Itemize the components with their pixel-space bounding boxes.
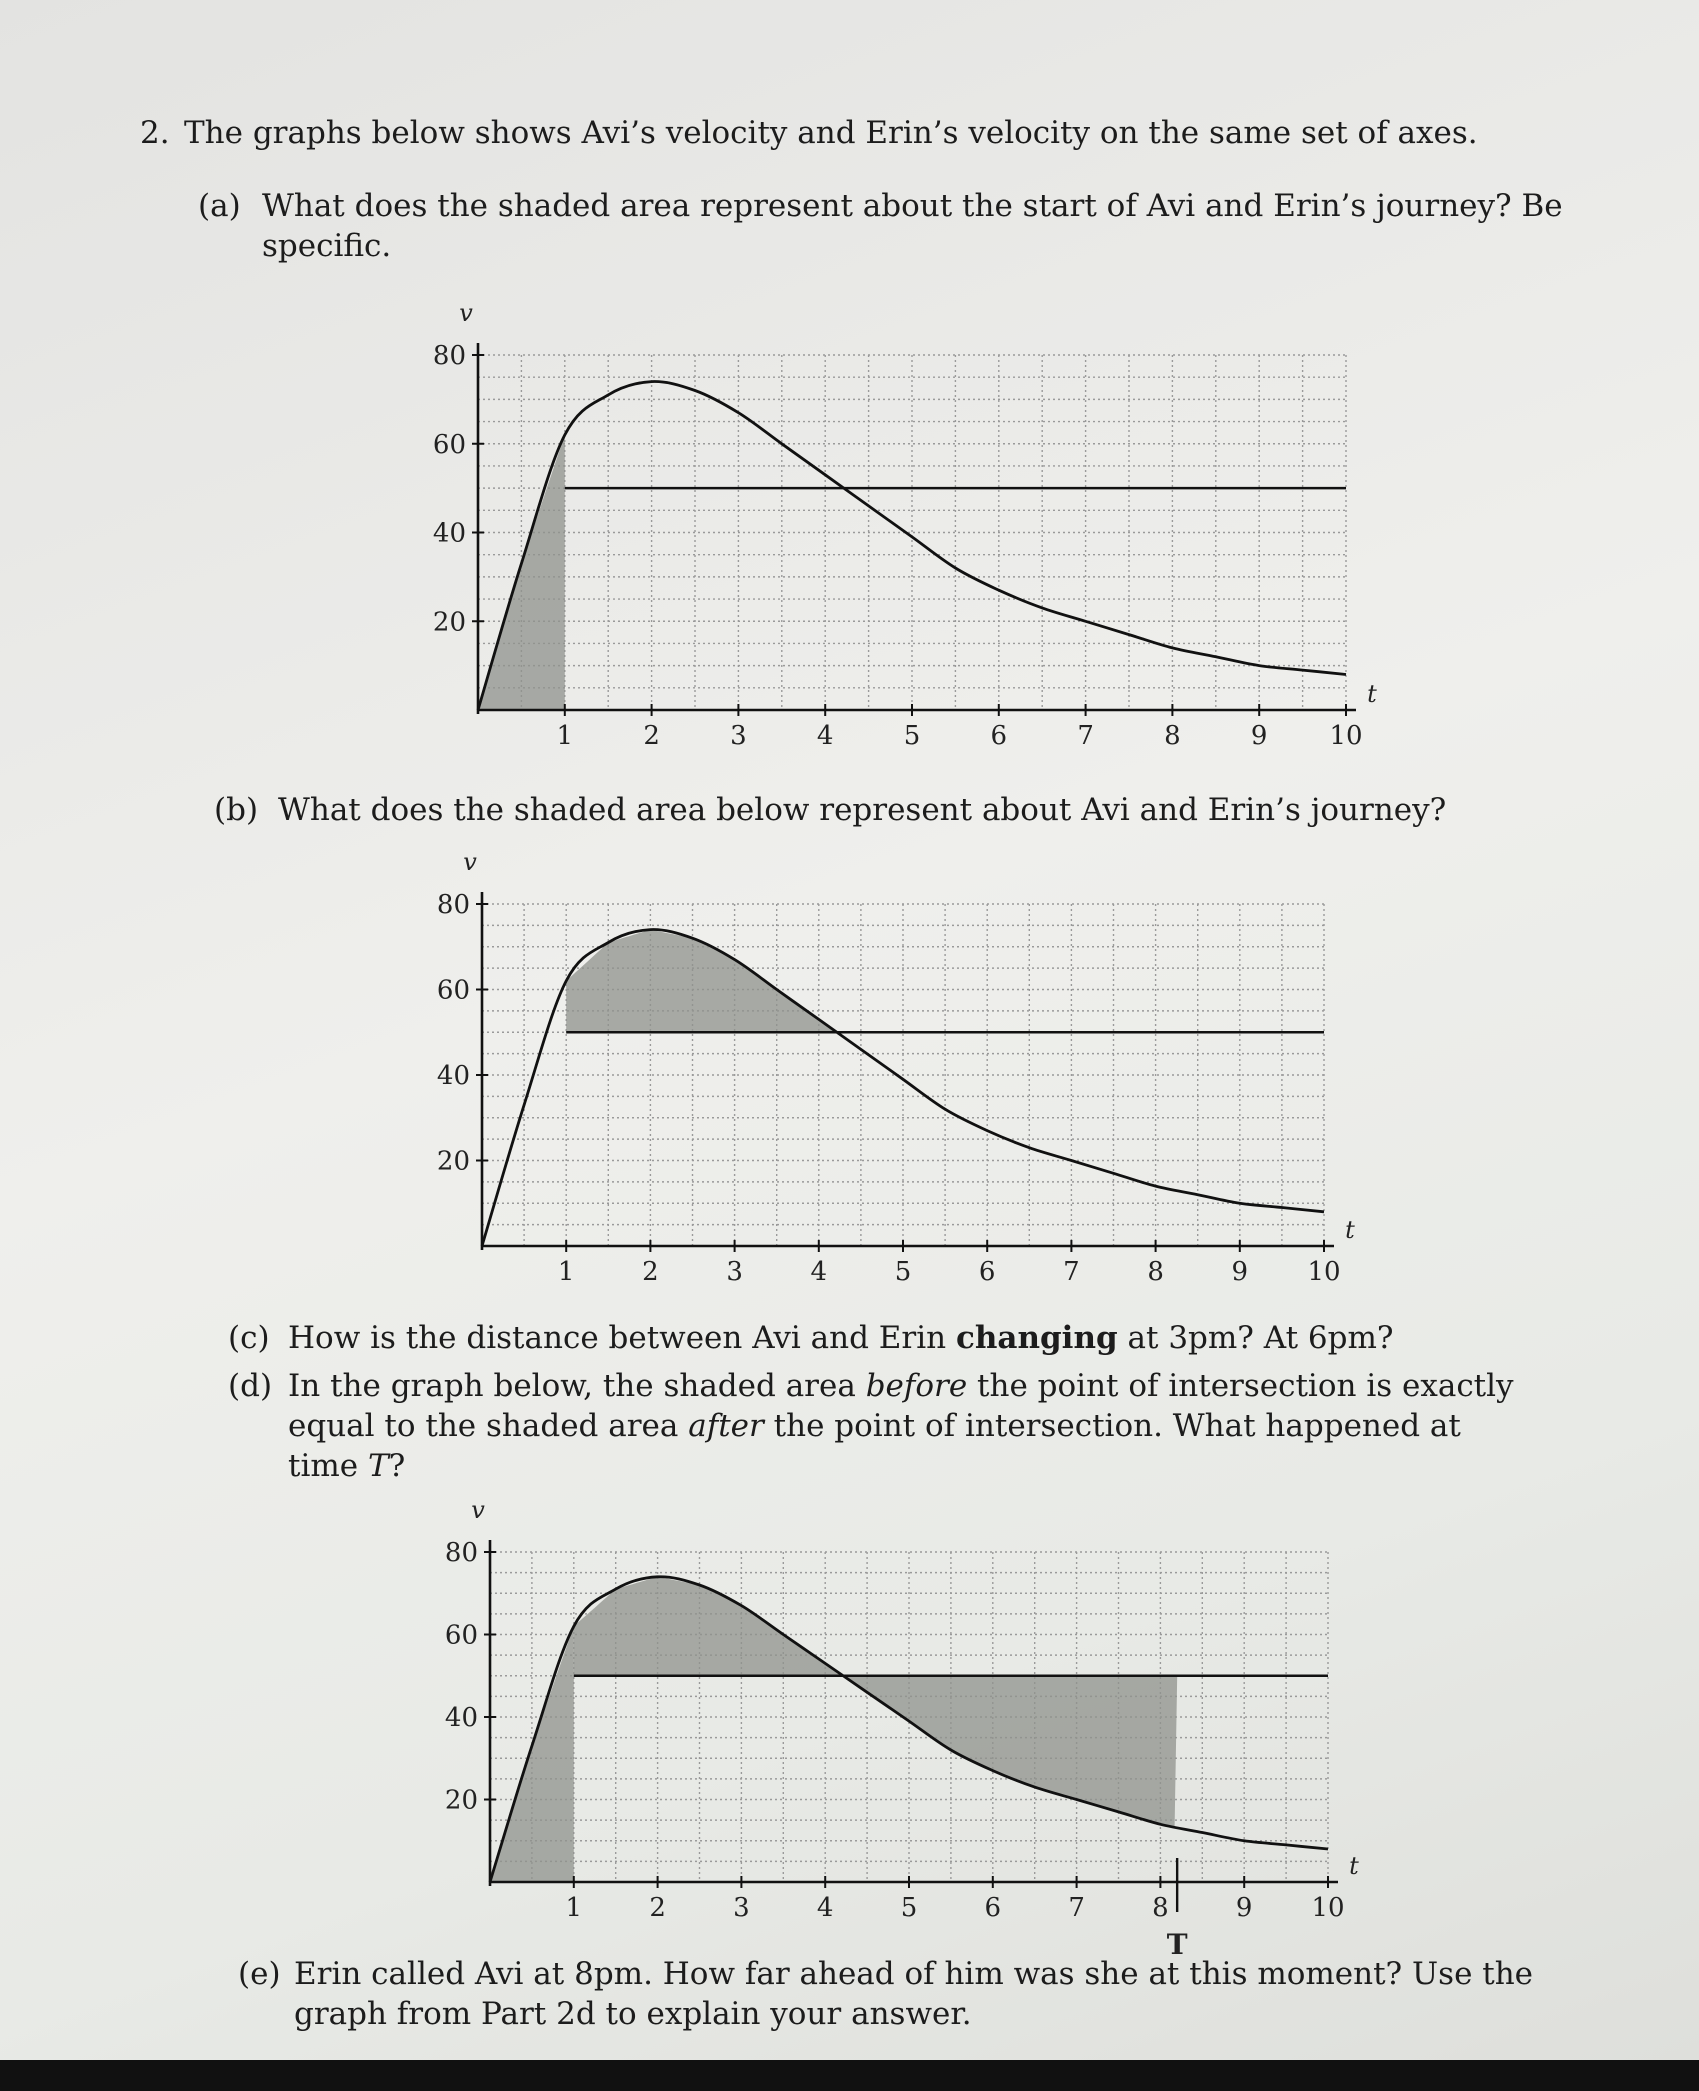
y-tick-label: 40	[436, 1061, 470, 1091]
part-c-label: (c)	[228, 1320, 270, 1356]
part-d-before-word: before	[865, 1368, 968, 1404]
y-axis-label: v	[459, 299, 473, 327]
x-tick-label: 4	[810, 1257, 828, 1287]
x-tick-label: 9	[1231, 1257, 1249, 1287]
x-tick-label: 7	[1068, 1893, 1085, 1923]
part-d-after-word: after	[688, 1408, 764, 1444]
part-d-text-1: In the graph below, the shaded area	[288, 1368, 866, 1404]
x-tick-label: 7	[1063, 1257, 1080, 1287]
part-a-text: What does the shaded area represent about the start of Avi and Erin’s journey? Be specific.	[262, 188, 1563, 264]
part-d-T: T	[367, 1448, 389, 1484]
y-tick-label: 40	[432, 518, 466, 549]
x-tick-label: 8	[1152, 1893, 1169, 1923]
x-tick-label: 3	[726, 1257, 743, 1287]
x-tick-label: 10	[1311, 1893, 1345, 1923]
x-tick-label: 5	[900, 1893, 918, 1923]
chart-b	[420, 842, 1400, 1316]
x-tick-label: 4	[816, 721, 834, 751]
x-tick-label: 6	[990, 721, 1008, 751]
x-axis-label: t	[1345, 1216, 1355, 1244]
x-axis-label: t	[1349, 1852, 1359, 1880]
chart-a	[410, 290, 1390, 764]
x-tick-label: 3	[730, 721, 747, 751]
x-tick-label: 9	[1250, 721, 1268, 751]
y-tick-label: 40	[444, 1703, 478, 1733]
x-tick-label: 2	[643, 721, 660, 751]
screen-bottom-edge	[0, 2060, 1699, 2091]
x-tick-label: 7	[1077, 721, 1094, 751]
part-c-text	[288, 1318, 1394, 1358]
y-tick-label: 20	[432, 607, 466, 638]
x-tick-label: 8	[1164, 721, 1181, 751]
part-d-text-3: the point of intersection. What happened at time	[288, 1408, 1461, 1484]
chart-d	[430, 1470, 1410, 1994]
part-d-text	[288, 1366, 1528, 1486]
part-b-label: (b)	[214, 792, 259, 828]
part-c-text-a: How is the distance between Avi and Erin	[288, 1320, 956, 1356]
y-tick-label: 80	[444, 1538, 478, 1568]
y-tick-label: 60	[444, 1620, 478, 1651]
x-tick-label: 3	[733, 1893, 750, 1923]
y-axis-label: v	[463, 848, 477, 876]
chart-svg	[410, 290, 1390, 760]
x-tick-label: 6	[978, 1257, 996, 1287]
problem-number: 2.	[140, 115, 170, 151]
part-e-label: (e)	[238, 1956, 281, 1992]
x-tick-label: 1	[565, 1893, 583, 1923]
chart-svg	[430, 1470, 1410, 1990]
y-axis-label: v	[471, 1496, 485, 1524]
x-axis-label: t	[1367, 680, 1377, 708]
x-tick-label: 1	[557, 1257, 575, 1287]
time-T-label: T	[1166, 1928, 1188, 1961]
part-c-text-bold: changing	[955, 1320, 1118, 1356]
x-tick-label: 2	[649, 1893, 666, 1923]
y-tick-label: 80	[432, 341, 466, 371]
x-tick-label: 9	[1235, 1893, 1253, 1923]
part-a-label: (a)	[198, 188, 241, 224]
y-tick-label: 20	[444, 1785, 478, 1816]
y-tick-label: 60	[436, 975, 470, 1006]
part-d-label: (d)	[228, 1368, 273, 1404]
x-tick-label: 5	[894, 1257, 912, 1287]
part-d-text-4: ?	[388, 1448, 406, 1484]
problem-intro: The graphs below shows Avi’s velocity and Erin’s velocity on the same set of axes.	[184, 115, 1478, 151]
part-e-text: Erin called Avi at 8pm. How far ahead of him was she at this moment? Use the graph from Part 2d to explain your answer.	[294, 1956, 1534, 2032]
x-tick-label: 8	[1147, 1257, 1164, 1287]
x-tick-label: 2	[642, 1257, 659, 1287]
x-tick-label: 4	[816, 1893, 834, 1923]
chart-svg	[420, 842, 1400, 1312]
y-tick-label: 20	[436, 1146, 470, 1177]
x-tick-label: 1	[556, 721, 574, 751]
x-tick-label: 6	[984, 1893, 1002, 1923]
part-d-text-2: the point of intersection is exactly equal to the shaded area	[288, 1368, 1514, 1444]
x-tick-label: 5	[903, 721, 921, 751]
x-tick-label: 10	[1329, 721, 1363, 751]
part-b-text: What does the shaded area below represent about Avi and Erin’s journey?	[278, 792, 1447, 828]
shaded-area-after-intersection	[844, 1676, 1178, 1827]
x-tick-label: 10	[1307, 1257, 1341, 1287]
y-tick-label: 80	[436, 890, 470, 920]
part-c-text-b: at 3pm? At 6pm?	[1117, 1320, 1394, 1356]
y-tick-label: 60	[432, 429, 466, 460]
